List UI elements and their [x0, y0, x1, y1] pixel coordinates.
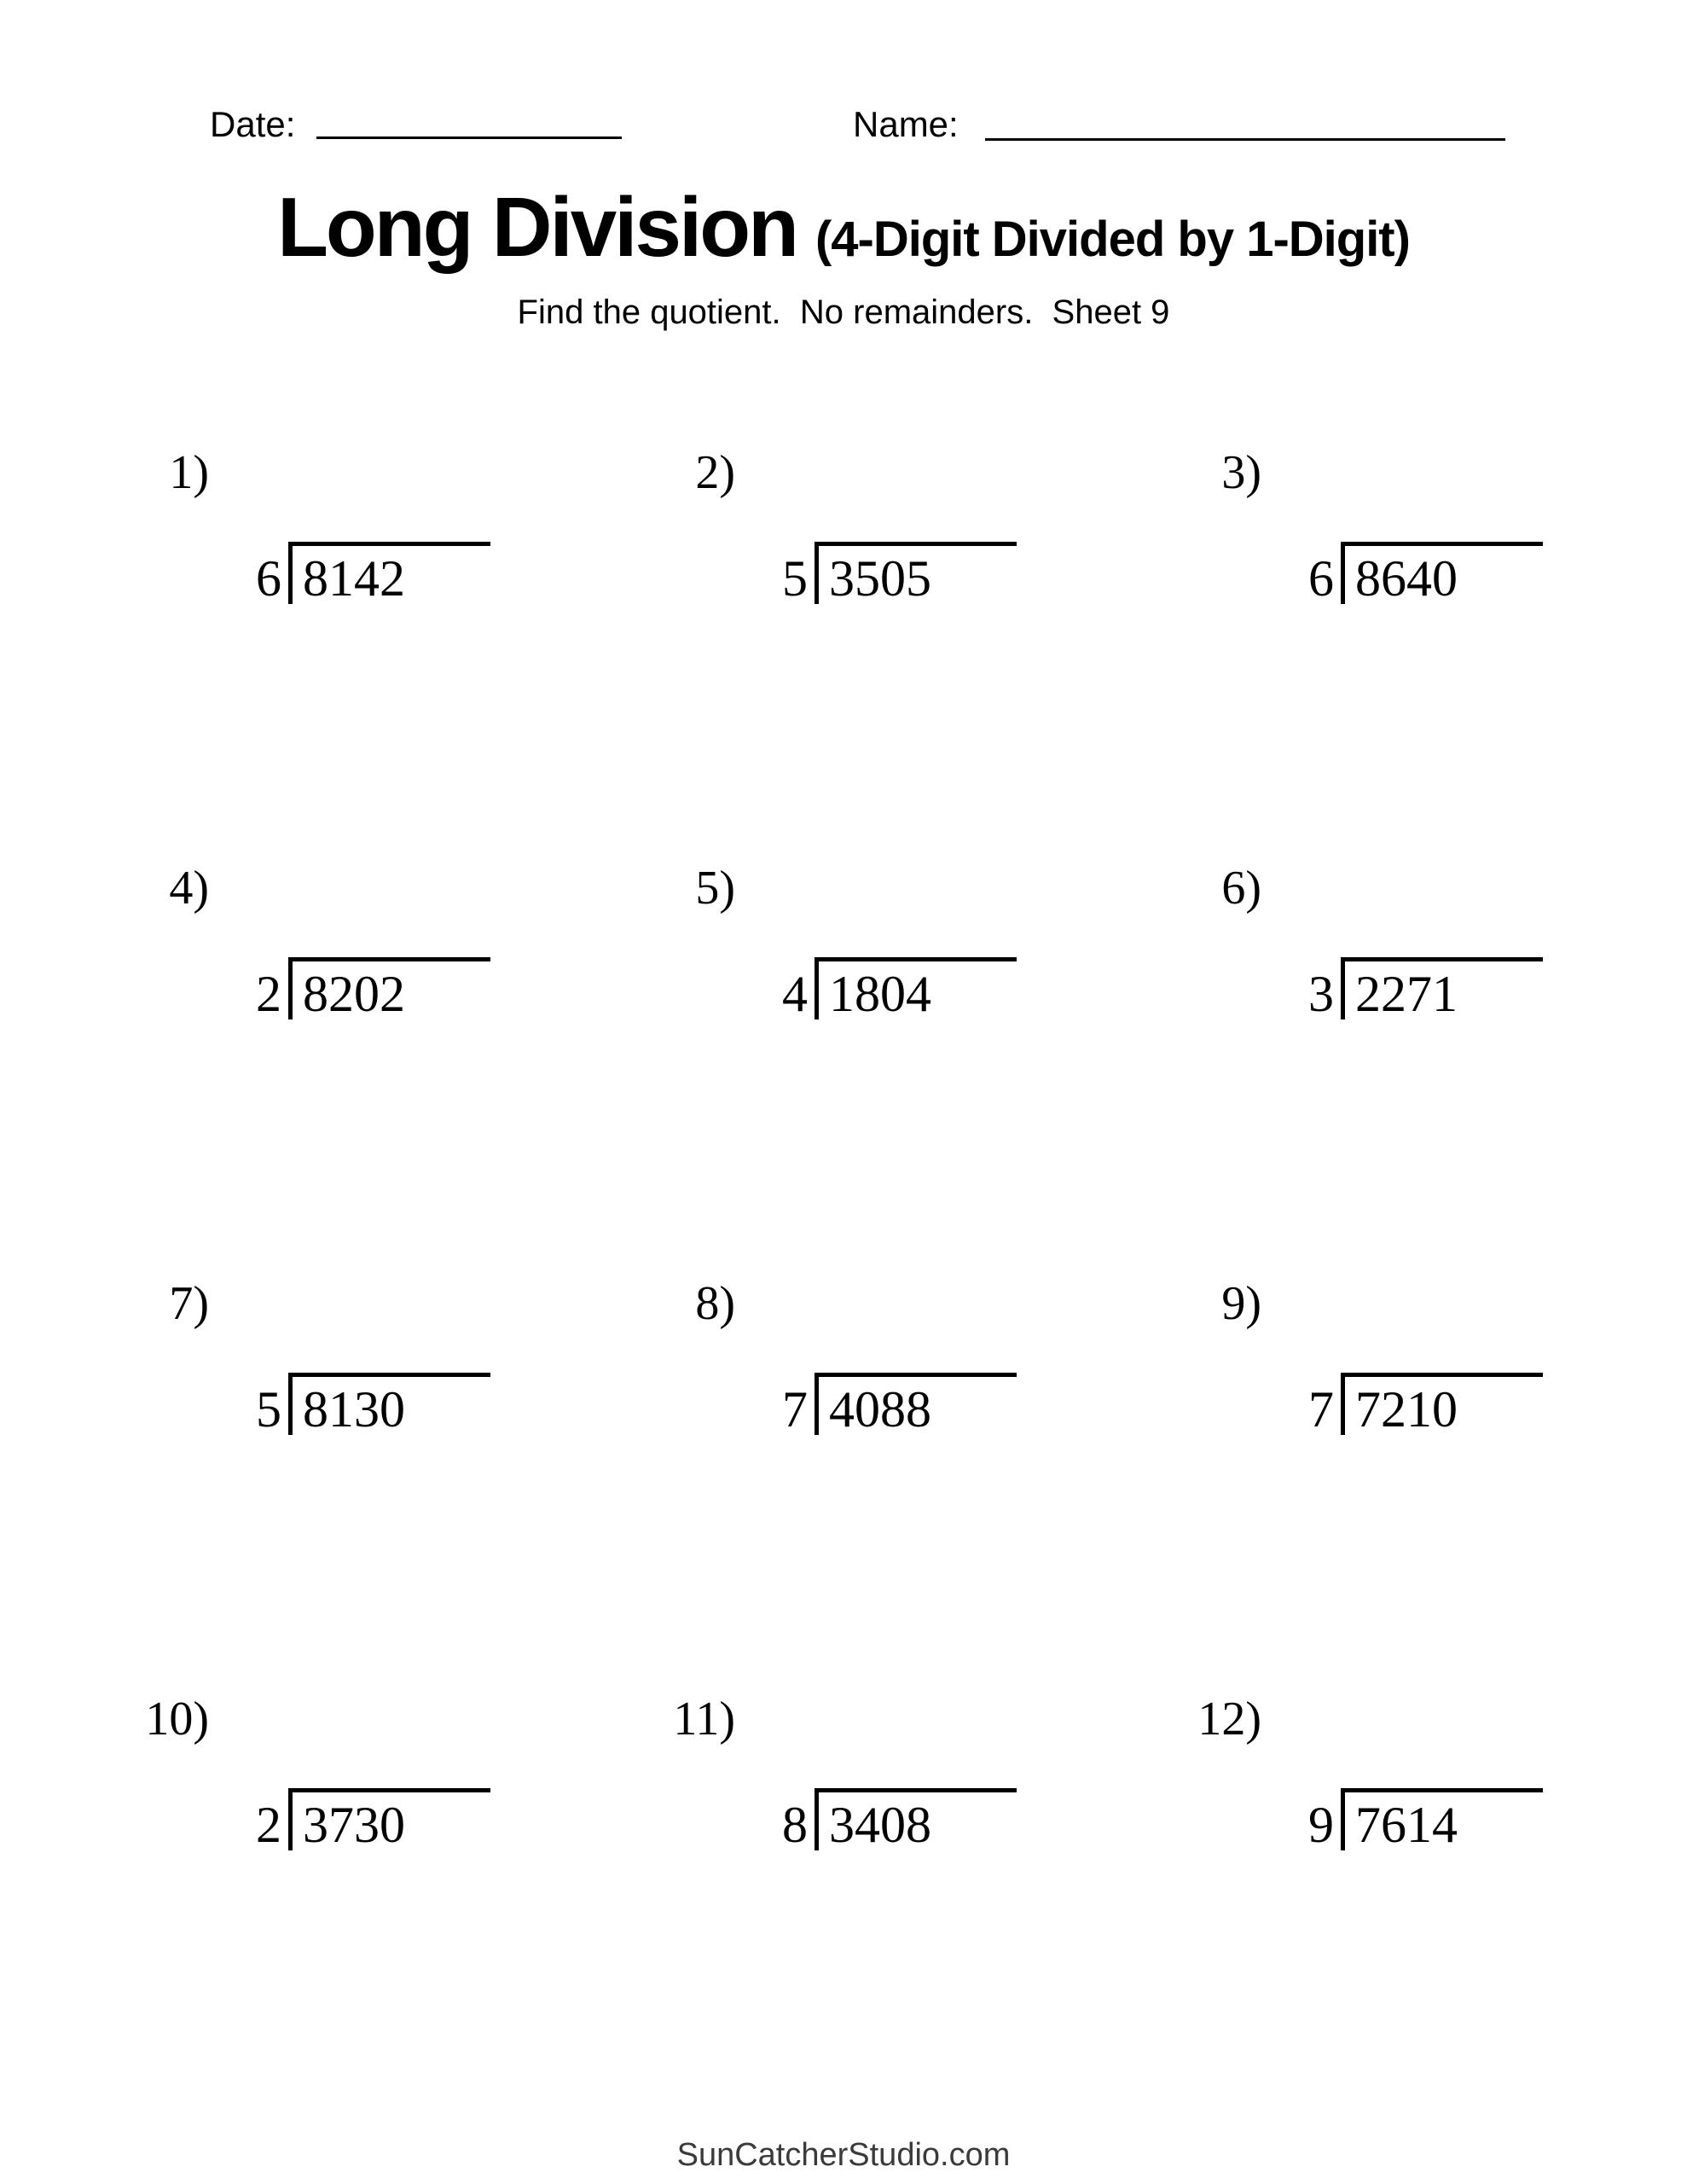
- footer-site-name: SunCatcherStudio.com: [676, 2137, 1011, 2173]
- problems-grid: [145, 446, 1687, 2121]
- division-expression: [256, 542, 490, 607]
- division-expression: [256, 957, 490, 1022]
- divisor: 6: [1308, 550, 1334, 607]
- problem-cell: [169, 862, 701, 1290]
- problem-number: 10): [145, 1693, 209, 1745]
- problem-number: 6): [1221, 862, 1261, 915]
- problem-number: 8): [695, 1277, 735, 1330]
- divisor: 6: [256, 550, 281, 607]
- date-blank-line: [316, 136, 622, 139]
- divisor: 2: [256, 1797, 281, 1853]
- page-title: [0, 179, 1687, 276]
- problem-cell: [1221, 446, 1687, 874]
- problem-cell: [145, 1693, 701, 2121]
- problem-number: 4): [169, 862, 209, 915]
- division-bracket: 3408: [815, 1788, 1017, 1850]
- divisor: 9: [1308, 1797, 1334, 1853]
- name-label: Name:: [853, 104, 959, 144]
- name-blank-line: [985, 138, 1505, 141]
- problem-cell: [695, 862, 1227, 1290]
- problem-number: 1): [169, 446, 209, 499]
- division-expression: [1308, 957, 1543, 1022]
- problem-number: 11): [673, 1693, 735, 1745]
- problem-cell: [1221, 862, 1687, 1290]
- problem-cell: [169, 446, 701, 874]
- division-bracket: 3505: [815, 542, 1017, 604]
- division-bracket: 2271: [1341, 957, 1543, 1019]
- problem-number: 7): [169, 1277, 209, 1330]
- divisor: 4: [782, 966, 808, 1022]
- division-bracket: 8142: [288, 542, 490, 604]
- division-expression: [1308, 542, 1543, 607]
- division-expression: [1308, 1788, 1543, 1853]
- problem-cell: [695, 1277, 1227, 1705]
- problem-number: 2): [695, 446, 735, 499]
- division-expression: [782, 1373, 1017, 1438]
- problem-number: 9): [1221, 1277, 1261, 1330]
- subtitle: Find the quotient. No remainders. Sheet 9: [517, 293, 1170, 331]
- division-bracket: 1804: [815, 957, 1017, 1019]
- division-bracket: 7614: [1341, 1788, 1543, 1850]
- divisor: 7: [782, 1381, 808, 1438]
- division-bracket: 8202: [288, 957, 490, 1019]
- divisor: 8: [782, 1797, 808, 1853]
- divisor: 2: [256, 966, 281, 1022]
- divisor: 5: [782, 550, 808, 607]
- division-expression: [782, 1788, 1017, 1853]
- title-qualifier: (4-Digit Divided by 1-Digit): [815, 212, 1410, 267]
- problem-cell: [695, 446, 1227, 874]
- problem-number: 3): [1221, 446, 1261, 499]
- division-bracket: 8130: [288, 1373, 490, 1435]
- division-bracket: 7210: [1341, 1373, 1543, 1435]
- division-bracket: 4088: [815, 1373, 1017, 1435]
- problem-number: 12): [1197, 1693, 1261, 1745]
- division-expression: [782, 957, 1017, 1022]
- division-expression: [782, 542, 1017, 607]
- divisor: 3: [1308, 966, 1334, 1022]
- division-expression: [256, 1373, 490, 1438]
- title-main: Long Division: [277, 180, 797, 274]
- division-expression: [256, 1788, 490, 1853]
- division-bracket: 3730: [288, 1788, 490, 1850]
- problem-cell: [1197, 1693, 1687, 2121]
- division-bracket: 8640: [1341, 542, 1543, 604]
- divisor: 5: [256, 1381, 281, 1438]
- problem-cell: [1221, 1277, 1687, 1705]
- date-label: Date:: [210, 104, 296, 144]
- problem-cell: [673, 1693, 1227, 2121]
- division-expression: [1308, 1373, 1543, 1438]
- problem-number: 5): [695, 862, 735, 915]
- problem-cell: [169, 1277, 701, 1705]
- divisor: 7: [1308, 1381, 1334, 1438]
